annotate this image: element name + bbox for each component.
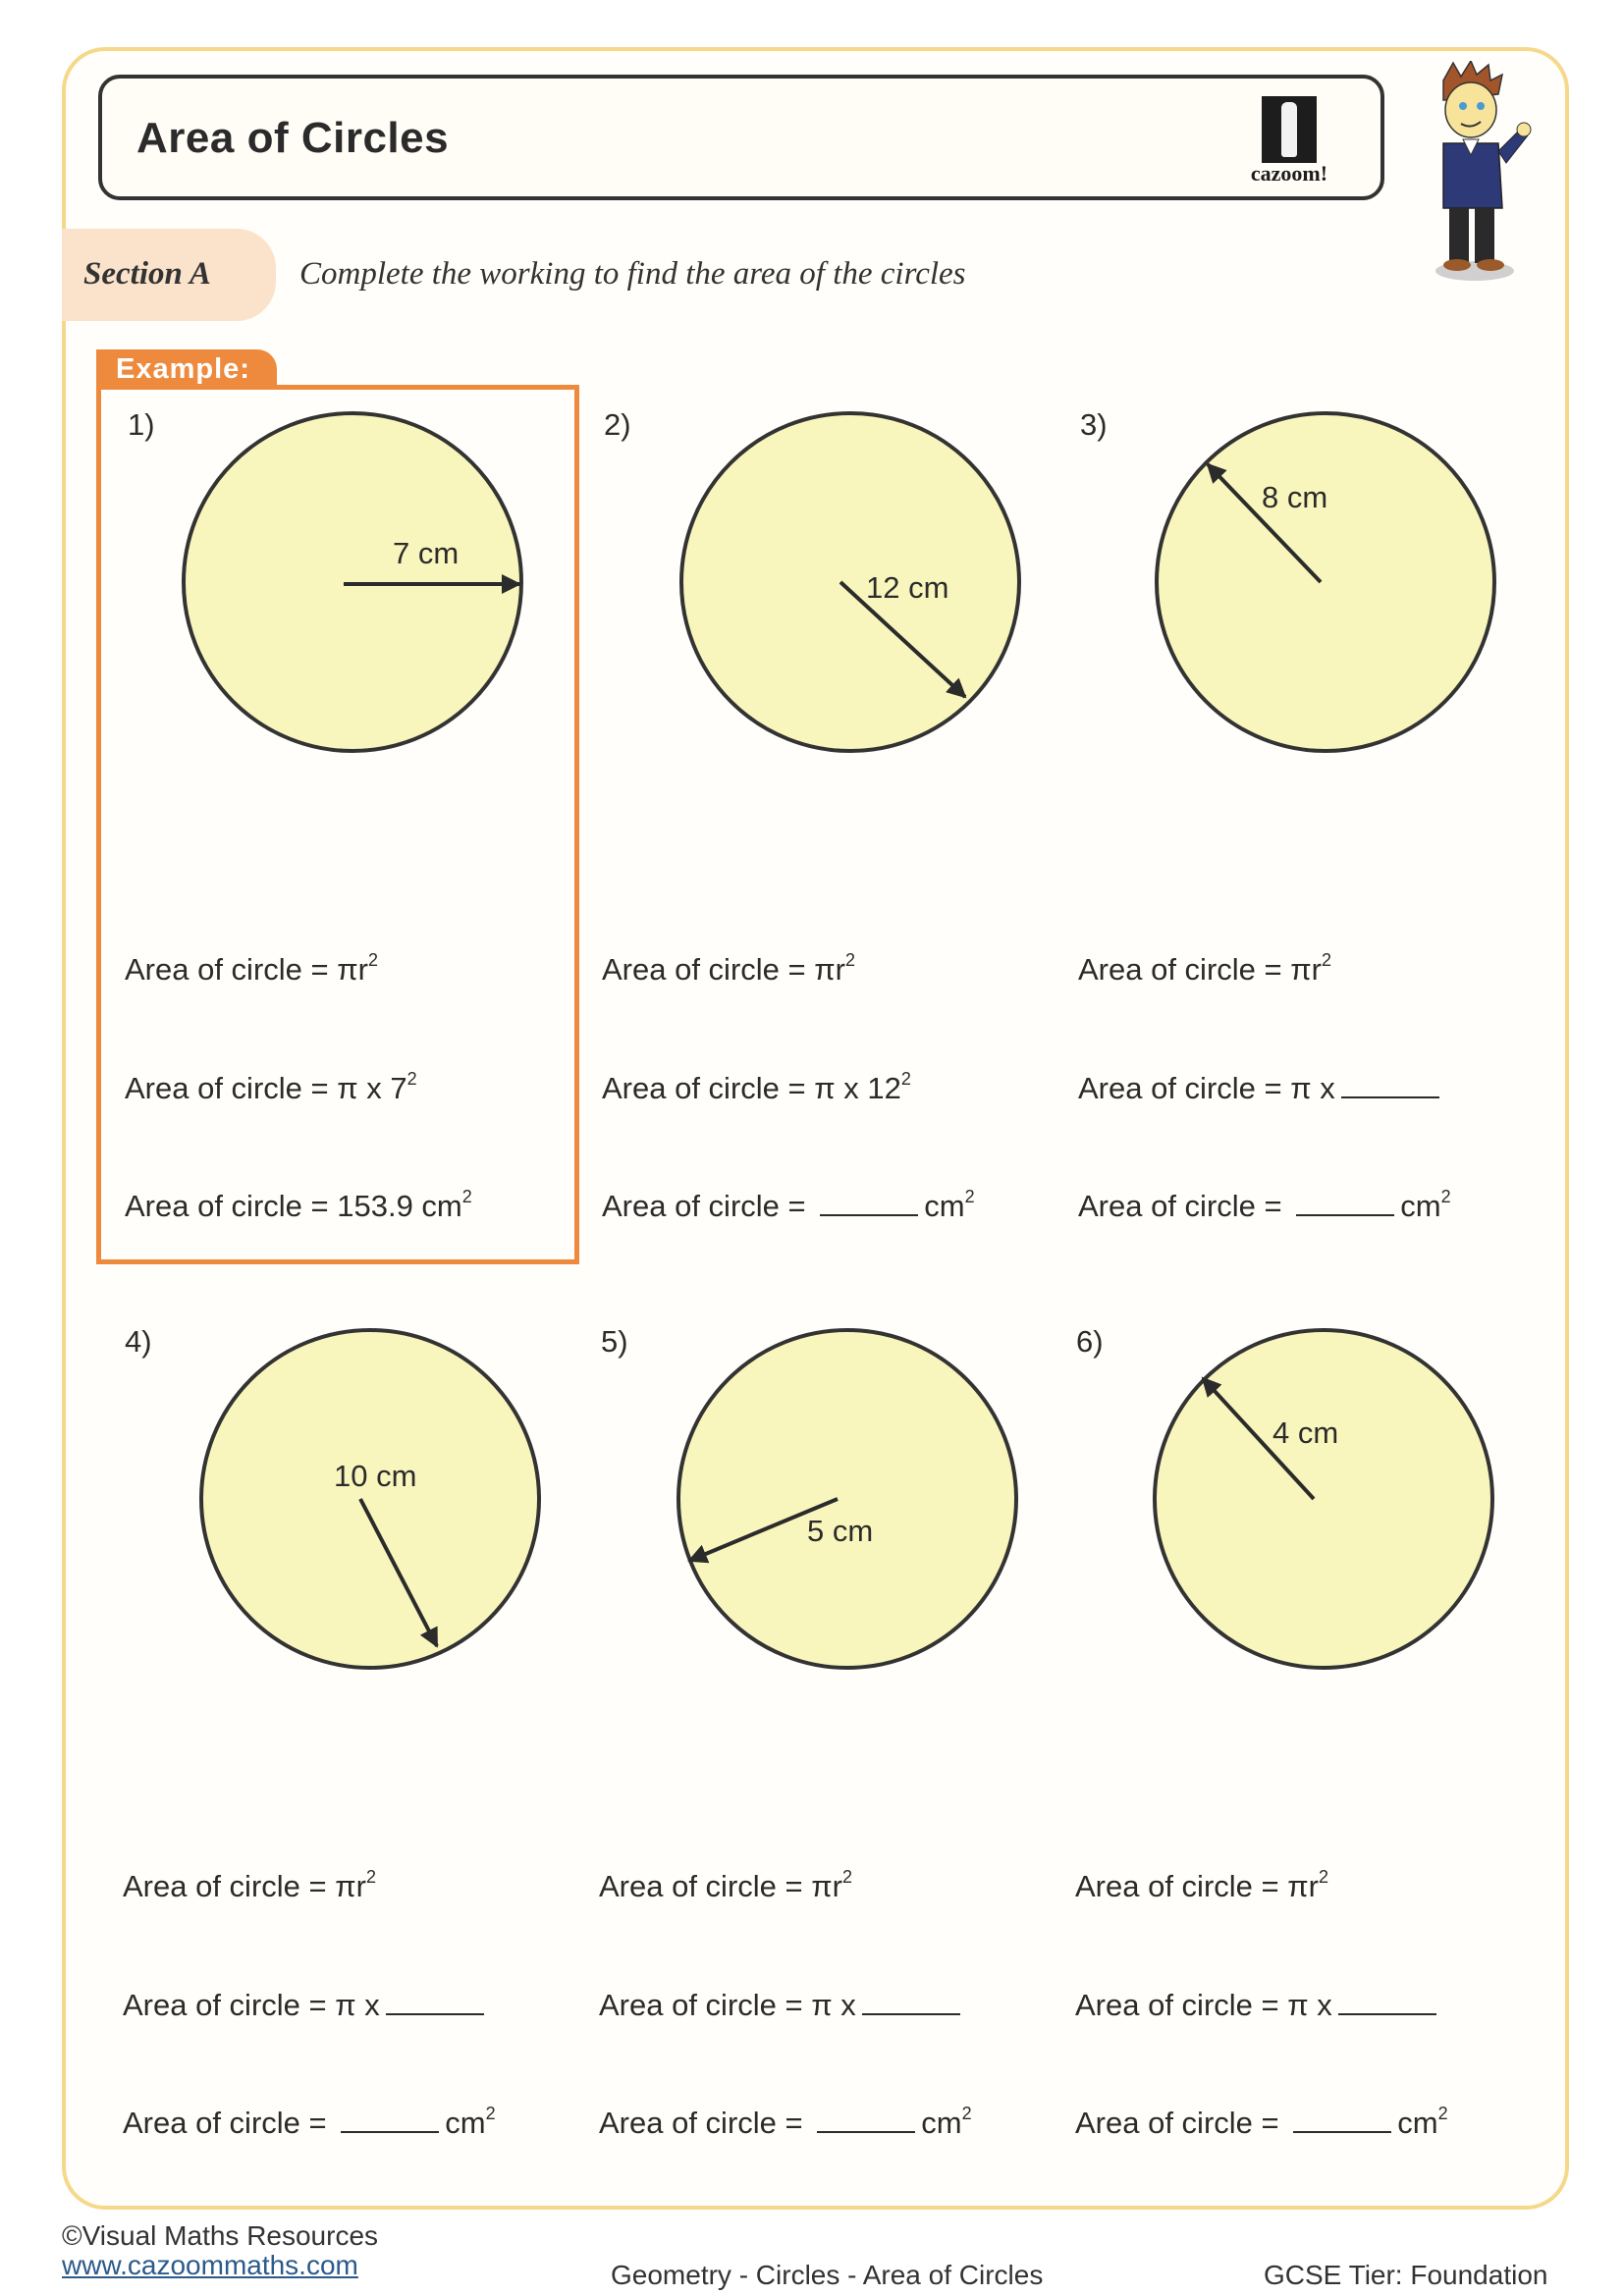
logo-text: cazoom! [1250, 161, 1328, 186]
website-link[interactable]: www.cazoommaths.com [62, 2250, 358, 2280]
answer-blank[interactable] [817, 2108, 915, 2133]
radius-label: 5 cm [807, 1514, 874, 1548]
radius-label: 8 cm [1262, 480, 1328, 514]
radius-label: 4 cm [1272, 1415, 1339, 1450]
answer-blank[interactable] [1341, 1073, 1439, 1098]
working-line-2: Area of circle = π x $7^2$ [125, 1069, 417, 1105]
question-number: 3) [1080, 407, 1108, 442]
mascot-boy-icon [1404, 61, 1542, 287]
working-line-3: Area of circle = 153.9 $cm^2$ [125, 1187, 472, 1223]
question-number: 1) [128, 407, 155, 442]
instruction-text: Complete the working to find the area of the circles [299, 256, 966, 292]
circle-diagram [678, 410, 1022, 754]
answer-blank[interactable] [862, 1990, 960, 2015]
working-line-3: Area of circle = $cm^2$ [602, 1187, 975, 1223]
working-line-3: Area of circle = $cm^2$ [1078, 1187, 1451, 1223]
working-line-2: Area of circle = π x [1078, 1071, 1445, 1106]
question-number: 6) [1076, 1324, 1104, 1359]
answer-blank[interactable] [820, 1191, 918, 1216]
answer-blank[interactable] [1293, 2108, 1391, 2133]
circle-diagram [676, 1327, 1019, 1671]
working-line-3: Area of circle = $cm^2$ [123, 2104, 496, 2140]
question-number: 4) [125, 1324, 152, 1359]
working-line-1: Area of circle = $\pi r^2$ [125, 950, 378, 987]
answer-blank[interactable] [1338, 1990, 1436, 2015]
working-line-2: Area of circle = π x $12^2$ [602, 1069, 911, 1105]
logo-icon [1262, 96, 1317, 163]
working-line-1: Area of circle = $\pi r^2$ [1075, 1867, 1328, 1903]
tier-text: GCSE Tier: Foundation [1264, 2260, 1548, 2290]
working-line-3: Area of circle = $cm^2$ [1075, 2104, 1448, 2140]
circle-diagram [1154, 410, 1497, 754]
working-line-1: Area of circle = $\pi r^2$ [123, 1867, 376, 1903]
circle-diagram [1152, 1327, 1495, 1671]
working-line-2: Area of circle = π x [1075, 1988, 1442, 2023]
working-line-1: Area of circle = $\pi r^2$ [599, 1867, 852, 1903]
section-a-tab [62, 229, 276, 321]
radius-label: 12 cm [866, 570, 949, 605]
section-label: Section A [83, 256, 211, 292]
circle-diagram [181, 410, 524, 754]
copyright-text: ©Visual Maths Resources [62, 2220, 379, 2251]
circle-diagram [198, 1327, 542, 1671]
radius-label: 10 cm [334, 1459, 417, 1493]
example-tag: Example: [96, 349, 277, 389]
question-number: 5) [601, 1324, 628, 1359]
title-box [98, 75, 1384, 200]
working-line-3: Area of circle = $cm^2$ [599, 2104, 972, 2140]
topic-text: Geometry - Circles - Area of Circles [611, 2260, 1044, 2290]
working-line-1: Area of circle = $\pi r^2$ [1078, 950, 1331, 987]
answer-blank[interactable] [386, 1990, 484, 2015]
working-line-2: Area of circle = π x [599, 1988, 966, 2023]
page-title: Area of Circles [136, 114, 450, 162]
question-number: 2) [604, 407, 631, 442]
answer-blank[interactable] [341, 2108, 439, 2133]
radius-label: 7 cm [393, 536, 460, 570]
answer-blank[interactable] [1296, 1191, 1394, 1216]
working-line-2: Area of circle = π x [123, 1988, 490, 2023]
working-line-1: Area of circle = $\pi r^2$ [602, 950, 855, 987]
cazoom-logo [1235, 88, 1343, 190]
